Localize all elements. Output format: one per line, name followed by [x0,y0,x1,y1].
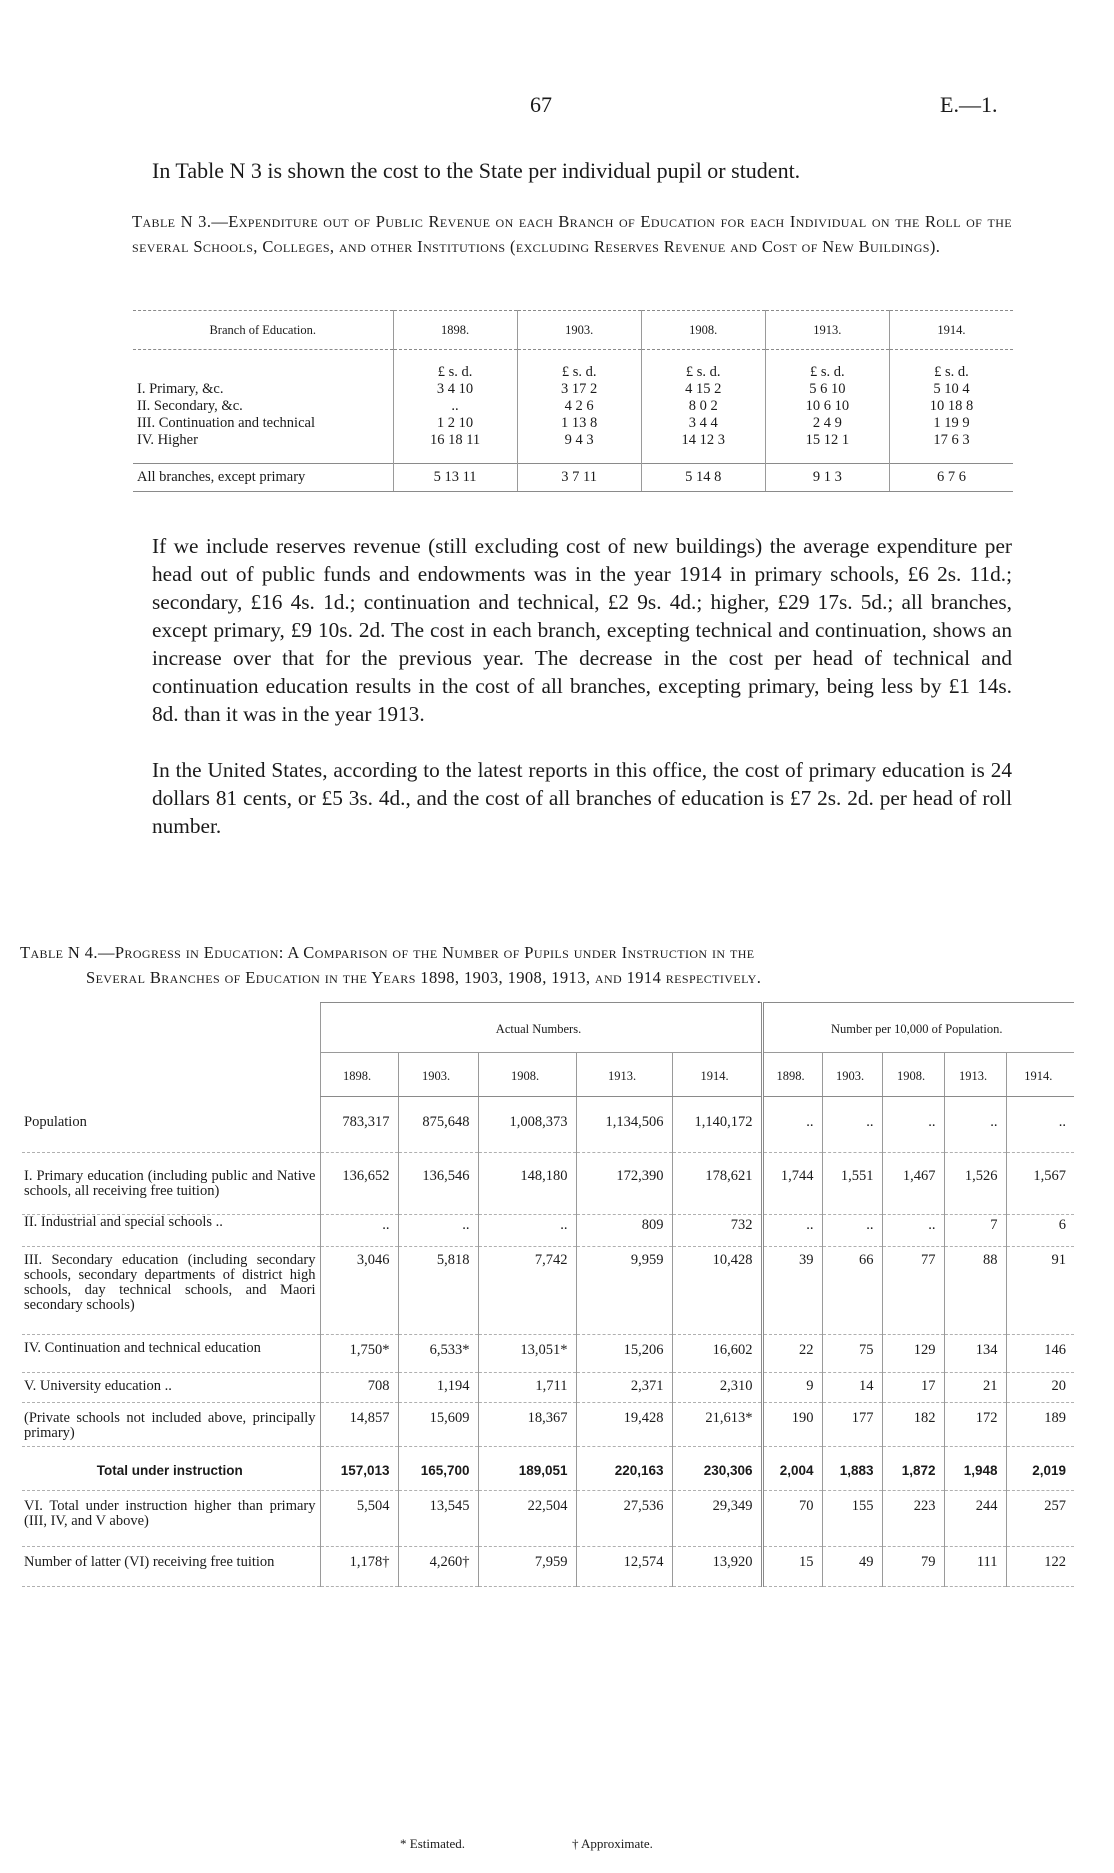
year-header: 1913. [765,311,889,350]
cell: 1,567 [1006,1153,1074,1215]
cell: 75 [822,1335,882,1373]
cell: 5,818 [398,1247,478,1335]
cell: .. [393,398,517,415]
cell: 3 7 11 [517,464,641,492]
cell: 244 [944,1491,1006,1547]
cell: .. [822,1097,882,1153]
table-n4 [22,1002,1074,1587]
cell: 4,260† [398,1547,478,1587]
cell: 91 [1006,1247,1074,1335]
cell: 230,306 [672,1447,762,1491]
cell: 6 7 6 [889,464,1013,492]
cell: 1,140,172 [672,1097,762,1153]
year-header: 1914. [672,1053,762,1097]
table-n4-caption [20,940,1060,990]
cell: 5 10 4 [889,381,1013,398]
cell: 1,008,373 [478,1097,576,1153]
cell: .. [762,1097,822,1153]
cell: 157,013 [320,1447,398,1491]
cell: 3 4 4 [641,415,765,432]
cell: 19,428 [576,1403,672,1447]
unit-label: £ s. d. [889,364,1013,381]
cell: 189 [1006,1403,1074,1447]
cell: 22,504 [478,1491,576,1547]
cell: 809 [576,1215,672,1247]
page-number: 67 [530,92,552,117]
cell: 10,428 [672,1247,762,1335]
unit-label: £ s. d. [517,364,641,381]
table-row [22,1547,1074,1587]
cell: 5 6 10 [765,381,889,398]
table-row [22,1153,1074,1215]
cell: 1,551 [822,1153,882,1215]
table-row-total [22,1447,1074,1491]
year-header: 1913. [576,1053,672,1097]
cell: 79 [882,1547,944,1587]
cell: 1 19 9 [889,415,1013,432]
cell: 111 [944,1547,1006,1587]
cell: .. [944,1097,1006,1153]
cell: 6,533* [398,1335,478,1373]
cell: 17 6 3 [889,432,1013,449]
cell: .. [1006,1097,1074,1153]
row-label: IV. Continuation and technical education [22,1335,320,1373]
units-row [133,364,1013,381]
cell: 15,206 [576,1335,672,1373]
cell: 13,920 [672,1547,762,1587]
cell: 3 4 10 [393,381,517,398]
cell: 172,390 [576,1153,672,1215]
cell: 172 [944,1403,1006,1447]
cell: .. [478,1215,576,1247]
caption-line: Table N 4.—Progress in Education: A Comparison of the Number of Pupils under Instruction in the [20,943,755,962]
branch-header: Branch of Education. [133,311,393,350]
year-header: 1903. [398,1053,478,1097]
cell: .. [882,1215,944,1247]
cell: 29,349 [672,1491,762,1547]
group-actual: Actual Numbers. [320,1003,762,1053]
table-row [133,398,1013,415]
unit-label: £ s. d. [641,364,765,381]
cell: 13,545 [398,1491,478,1547]
cell: 223 [882,1491,944,1547]
footnote-estimated: * Estimated. [400,1836,465,1851]
cell: 136,546 [398,1153,478,1215]
cell: 136,652 [320,1153,398,1215]
cell: 88 [944,1247,1006,1335]
cell: 1 2 10 [393,415,517,432]
year-header: 1914. [889,311,1013,350]
cell: 1,526 [944,1153,1006,1215]
table-row [133,381,1013,398]
cell: 182 [882,1403,944,1447]
cell: 6 [1006,1215,1074,1247]
cell: 5,504 [320,1491,398,1547]
table-row [22,1373,1074,1403]
cell: 1,467 [882,1153,944,1215]
row-label: III. Secondary education (including secondary schools, secondary departments of district high schools, day technical schools, and Maori secondary schools) [22,1247,320,1335]
cell: 7,959 [478,1547,576,1587]
cell: 9 [762,1373,822,1403]
cell: .. [398,1215,478,1247]
row-label: II. Secondary, &c. [137,398,243,414]
row-label: I. Primary, &c. [137,381,224,397]
cell: 8 0 2 [641,398,765,415]
cell: 13,051* [478,1335,576,1373]
cell: .. [882,1097,944,1153]
cell: .. [320,1215,398,1247]
row-label: (Private schools not included above, principally primary) [22,1403,320,1447]
cell: 134 [944,1335,1006,1373]
year-header: 1908. [478,1053,576,1097]
cell: 732 [672,1215,762,1247]
cell: 165,700 [398,1447,478,1491]
cell: 155 [822,1491,882,1547]
unit-label: £ s. d. [393,364,517,381]
cell: 1 13 8 [517,415,641,432]
unit-label: £ s. d. [765,364,889,381]
year-header: 1903. [517,311,641,350]
cell: .. [762,1215,822,1247]
cell: 1,178† [320,1547,398,1587]
row-label: VI. Total under instruction higher than primary (III, IV, and V above) [22,1491,320,1547]
cell: .. [822,1215,882,1247]
group-header-row [22,1003,1074,1053]
paragraph-united-states: In the United States, according to the latest reports in this office, the cost of primary education is 24 dollars 81 cents, or £5 3s. 4d., and the cost of all branches of education is £7 2s. 2d. per head of roll number. [152,758,1012,838]
cell: 14,857 [320,1403,398,1447]
row-label: V. University education .. [22,1373,320,1403]
year-header: 1898. [393,311,517,350]
cell: 39 [762,1247,822,1335]
table-row [22,1247,1074,1335]
intro-sentence: In Table N 3 is shown the cost to the State per individual pupil or student. [152,158,801,183]
cell: 190 [762,1403,822,1447]
table-row [22,1403,1074,1447]
cell: 9 1 3 [765,464,889,492]
cell: 49 [822,1547,882,1587]
cell: 9 4 3 [517,432,641,449]
cell: 220,163 [576,1447,672,1491]
cell: 18,367 [478,1403,576,1447]
cell: 4 15 2 [641,381,765,398]
cell: 708 [320,1373,398,1403]
cell: 21,613* [672,1403,762,1447]
cell: 875,648 [398,1097,478,1153]
cell: 148,180 [478,1153,576,1215]
cell: 21 [944,1373,1006,1403]
table-n3 [133,310,1013,492]
table-row [133,432,1013,449]
row-label: Population [22,1097,320,1153]
cell: 66 [822,1247,882,1335]
row-label: Total under instruction [22,1447,320,1491]
table-n3-header-row [133,311,1013,350]
cell: 5 13 11 [393,464,517,492]
cell: 178,621 [672,1153,762,1215]
caption-line: Several Branches of Education in the Years 1898, 1903, 1908, 1913, and 1914 respectively. [86,968,762,987]
table-row [133,415,1013,432]
cell: 2,004 [762,1447,822,1491]
cell: 2,019 [1006,1447,1074,1491]
cell: 257 [1006,1491,1074,1547]
table-row [22,1215,1074,1247]
cell: 15 12 1 [765,432,889,449]
year-header: 1908. [641,311,765,350]
cell: 146 [1006,1335,1074,1373]
cell: 2,310 [672,1373,762,1403]
year-header-row [22,1053,1074,1097]
year-header: 1898. [320,1053,398,1097]
cell: 783,317 [320,1097,398,1153]
table-row [22,1335,1074,1373]
cell: 2 4 9 [765,415,889,432]
cell: 10 6 10 [765,398,889,415]
row-label: II. Industrial and special schools .. [22,1215,320,1247]
table-row [22,1097,1074,1153]
cell: 1,134,506 [576,1097,672,1153]
cell: 15,609 [398,1403,478,1447]
all-branches-row [133,464,1013,492]
footnote-approximate: † Approximate. [572,1836,653,1851]
cell: 12,574 [576,1547,672,1587]
cell: 14 12 3 [641,432,765,449]
cell: 1,883 [822,1447,882,1491]
cell: 7,742 [478,1247,576,1335]
cell: 9,959 [576,1247,672,1335]
cell: 1,872 [882,1447,944,1491]
cell: 2,371 [576,1373,672,1403]
table-row [22,1491,1074,1547]
cell: 22 [762,1335,822,1373]
table-n3-caption: Table N 3.—Expenditure out of Public Revenue on each Branch of Education for each Individual on the Roll of the several Schools, Colleges, and other Institutions (excluding Reserves Revenue and Cost of New Buildings). [132,212,1012,256]
cell: 3 17 2 [517,381,641,398]
cell: 129 [882,1335,944,1373]
year-header: 1908. [882,1053,944,1097]
cell: 1,194 [398,1373,478,1403]
row-label: All branches, except primary [133,464,393,492]
row-label: IV. Higher [137,432,198,448]
cell: 17 [882,1373,944,1403]
cell: 15 [762,1547,822,1587]
document-code: E.—1. [940,92,998,117]
cell: 20 [1006,1373,1074,1403]
year-header: 1898. [762,1053,822,1097]
cell: 177 [822,1403,882,1447]
year-header: 1913. [944,1053,1006,1097]
row-label: I. Primary education (including public and Native schools, all receiving free tuition) [22,1153,320,1215]
cell: 10 18 8 [889,398,1013,415]
cell: 1,711 [478,1373,576,1403]
cell: 16 18 11 [393,432,517,449]
cell: 4 2 6 [517,398,641,415]
cell: 77 [882,1247,944,1335]
cell: 122 [1006,1547,1074,1587]
cell: 7 [944,1215,1006,1247]
cell: 5 14 8 [641,464,765,492]
paragraph-reserves: If we include reserves revenue (still excluding cost of new buildings) the average expenditure per head out of public funds and endowments was in the year 1914 in primary schools, £6 2s. 11d.; secondary, £16 4s. 1d.; continuation and technical, £2 9s. 4d.; higher, £29 17s. 5d.; all branches, except primary, £9 10s. 2d. The cost in each branch, excepting technical and continuation, shows an increase over that for the previous year. The decrease in the cost per head of technical and continuation education results in the cost of all branches, excepting primary, being less by £1 14s. 8d. than it was in the year 1913. [152,534,1012,726]
row-label: III. Continuation and technical [137,415,315,431]
cell: 16,602 [672,1335,762,1373]
year-header: 1914. [1006,1053,1074,1097]
cell: 3,046 [320,1247,398,1335]
cell: 70 [762,1491,822,1547]
cell: 27,536 [576,1491,672,1547]
group-per-10000: Number per 10,000 of Population. [762,1003,1074,1053]
cell: 1,750* [320,1335,398,1373]
row-label: Number of latter (VI) receiving free tuition [22,1547,320,1587]
year-header: 1903. [822,1053,882,1097]
cell: 189,051 [478,1447,576,1491]
cell: 1,948 [944,1447,1006,1491]
cell: 14 [822,1373,882,1403]
cell: 1,744 [762,1153,822,1215]
